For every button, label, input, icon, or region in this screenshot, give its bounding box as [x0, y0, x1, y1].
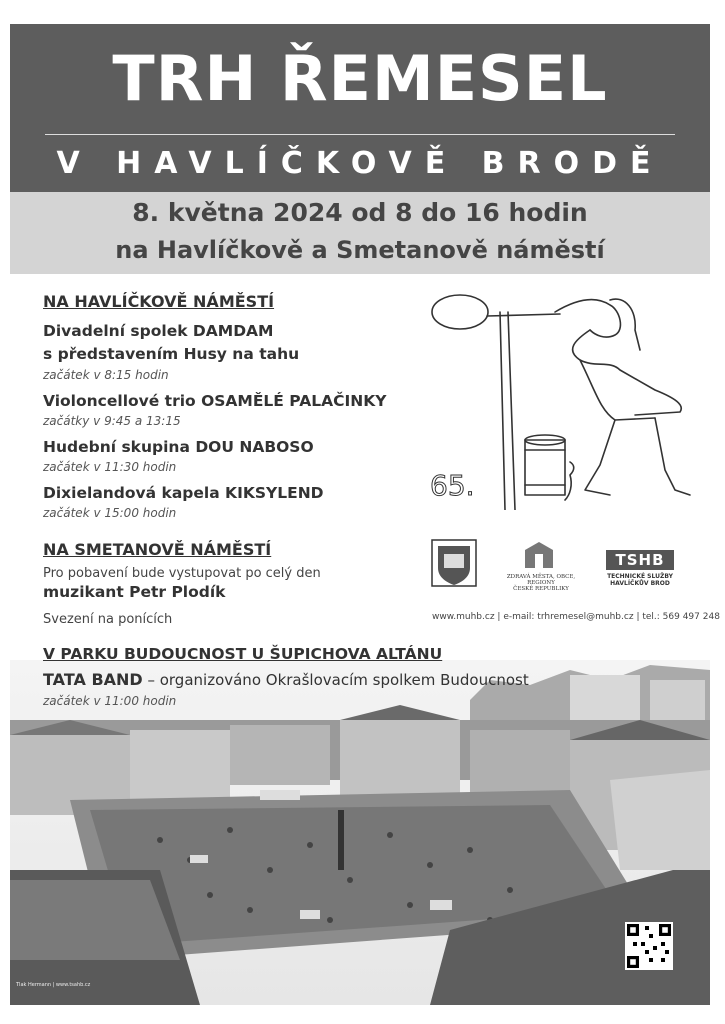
date-band: [10, 192, 710, 274]
photo-credit: Tlak Hermann | www.tsahb.cz: [16, 982, 91, 988]
park-band-note: – organizováno Okrašlovacím spolkem Budoucnost: [142, 671, 529, 689]
partner-logos: [428, 538, 688, 598]
act-name: Violoncellové trio OSAMĚLÉ PALAČINKY: [43, 392, 387, 410]
healthy-cities-line2: ČESKÉ REPUBLIKY: [513, 586, 569, 592]
event-date: 8. května 2024 od 8 do 16 hodin: [132, 198, 588, 227]
act-time: začátky v 9:45 a 13:15: [43, 414, 181, 428]
park-band-name: TATA BAND: [43, 670, 143, 689]
section-heading-park: V PARKU BUDOUCNOST U ŠUPICHOVA ALTÁNU: [43, 645, 443, 663]
town-square-photo: [10, 660, 710, 1005]
section-heading-smetanovo: NA SMETANOVĚ NÁMĚSTÍ: [43, 540, 272, 559]
page-title: TRH ŘEMESEL: [112, 42, 608, 115]
park-time: začátek v 11:00 hodin: [43, 694, 177, 708]
act-name: Divadelní spolek DAMDAM: [43, 322, 274, 340]
tshb-line2: HAVLÍČKŮV BROD: [610, 580, 670, 587]
contact-phone: tel.: 569 497 248: [642, 612, 720, 622]
act-name-line2: s představením Husy na tahu: [43, 345, 300, 363]
contact-web[interactable]: www.muhb.cz: [432, 612, 495, 622]
smetanovo-extra: Svezení na ponících: [43, 612, 173, 627]
contact-email[interactable]: e-mail: trhremesel@muhb.cz: [503, 612, 634, 622]
event-place: na Havlíčkově a Smetanově náměstí: [115, 236, 605, 264]
act-time: začátek v 8:15 hodin: [43, 368, 169, 382]
title-divider: [45, 134, 675, 135]
healthy-cities-line1: ZDRAVÁ MĚSTA, OBCE, REGIONY: [506, 574, 576, 586]
qr-code-icon: [625, 922, 673, 970]
healthy-cities-label: [496, 574, 586, 592]
contact-line: www.muhb.cz | e-mail: trhremesel@muhb.cz | tel.: 569 497 248: [432, 612, 720, 622]
act-time: začátek v 15:00 hodin: [43, 506, 177, 520]
act-name: Hudební skupina DOU NABOSO: [43, 438, 314, 456]
healthy-cities-icon: [523, 540, 555, 570]
act-time: začátek v 11:30 hodin: [43, 460, 177, 474]
header-banner: [10, 24, 710, 192]
smetanovo-intro: Pro pobavení bude vystupovat po celý den: [43, 566, 321, 581]
smetanovo-performer: muzikant Petr Plodík: [43, 583, 226, 601]
illustration-number: 65.: [430, 469, 475, 502]
page-subtitle: V HAVLÍČKOVĚ BRODĚ: [56, 146, 664, 181]
act-name: Dixielandová kapela KIKSYLEND: [43, 484, 324, 502]
tshb-logo: TSHB: [606, 550, 674, 570]
city-coat-of-arms-icon: [430, 538, 478, 588]
glassblower-illustration: [425, 290, 700, 510]
qr-code[interactable]: [625, 922, 673, 970]
tshb-line1: TECHNICKÉ SLUŽBY: [607, 573, 673, 580]
section-heading-havlickovo: NA HAVLÍČKOVĚ NÁMĚSTÍ: [43, 292, 275, 311]
tshb-label: [604, 573, 676, 587]
park-band: [43, 670, 529, 689]
